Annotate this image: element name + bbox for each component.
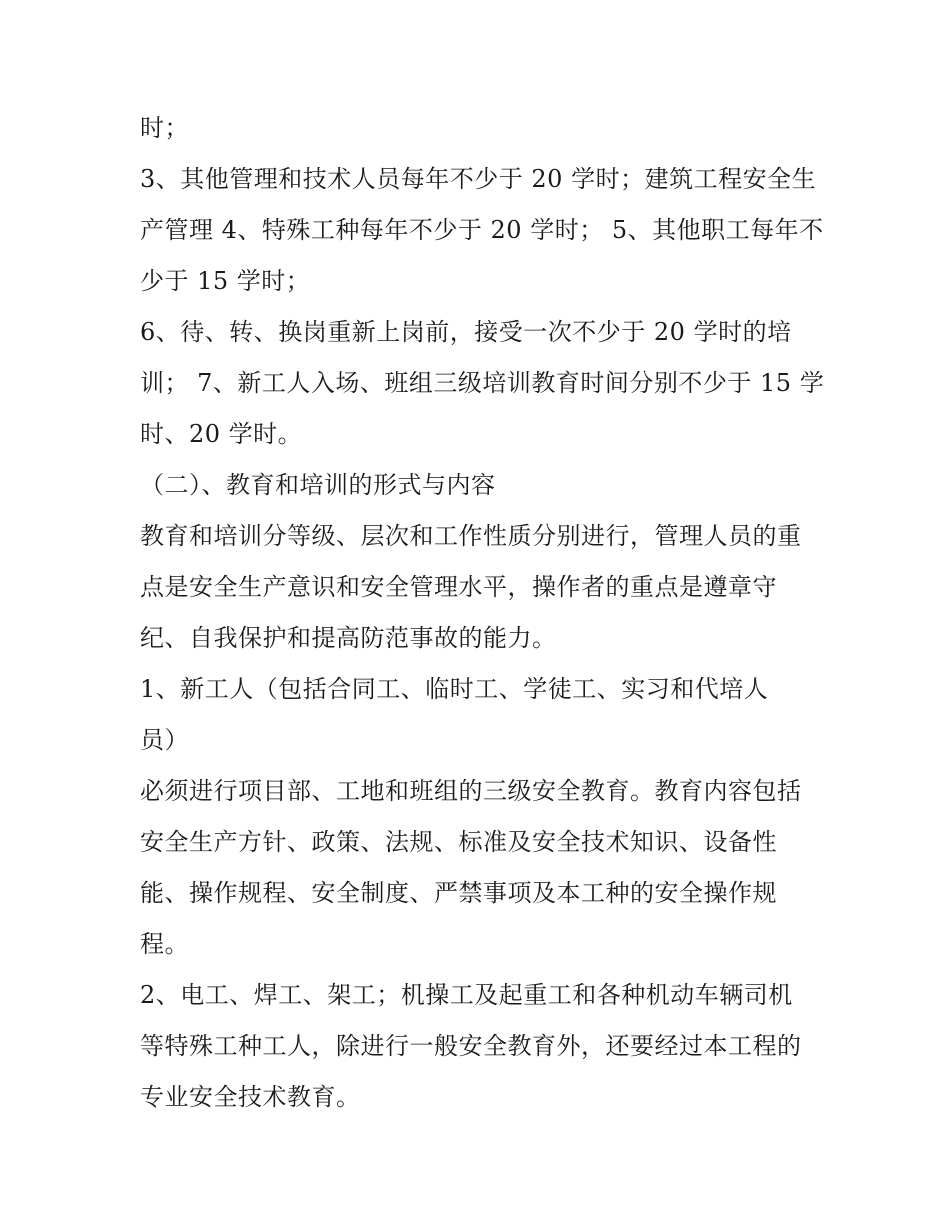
text-line-1: 时；	[140, 114, 189, 142]
text-line-19: 等特殊工种工人，除进行一般安全教育外，还要经过本工程的	[140, 1032, 802, 1060]
text-line-11: 纪、自我保护和提高防范事故的能力。	[140, 624, 557, 652]
text-line-20: 专业安全技术教育。	[140, 1083, 361, 1111]
text-line-6: 训； 7、新工人入场、班组三级培训教育时间分别不少于 15 学	[140, 369, 825, 397]
text-line-15: 安全生产方针、政策、法规、标准及安全技术知识、设备性	[140, 828, 777, 856]
text-line-17: 程。	[140, 930, 189, 958]
section-heading: （二）、教育和培训的形式与内容	[140, 471, 496, 499]
text-line-7: 时、20 学时。	[140, 420, 303, 448]
text-line-16: 能、操作规程、安全制度、严禁事项及本工种的安全操作规	[140, 879, 777, 907]
text-line-13: 员）	[140, 726, 189, 754]
text-line-12: 1、新工人（包括合同工、临时工、学徒工、实习和代培人	[140, 675, 769, 703]
text-line-4: 少于 15 学时；	[140, 267, 311, 295]
text-line-5: 6、待、转、换岗重新上岗前，接受一次不少于 20 学时的培	[140, 318, 792, 346]
text-line-9: 教育和培训分等级、层次和工作性质分别进行，管理人员的重	[140, 522, 802, 550]
text-line-14: 必须进行项目部、工地和班组的三级安全教育。教育内容包括	[140, 777, 802, 805]
text-line-10: 点是安全生产意识和安全管理水平，操作者的重点是遵章守	[140, 573, 777, 601]
text-line-18: 2、电工、焊工、架工；机操工及起重工和各种机动车辆司机	[140, 981, 793, 1009]
text-line-2: 3、其他管理和技术人员每年不少于 20 学时；建筑工程安全生	[140, 165, 817, 193]
text-line-3: 产管理 4、特殊工种每年不少于 20 学时； 5、其他职工每年不	[140, 216, 824, 244]
